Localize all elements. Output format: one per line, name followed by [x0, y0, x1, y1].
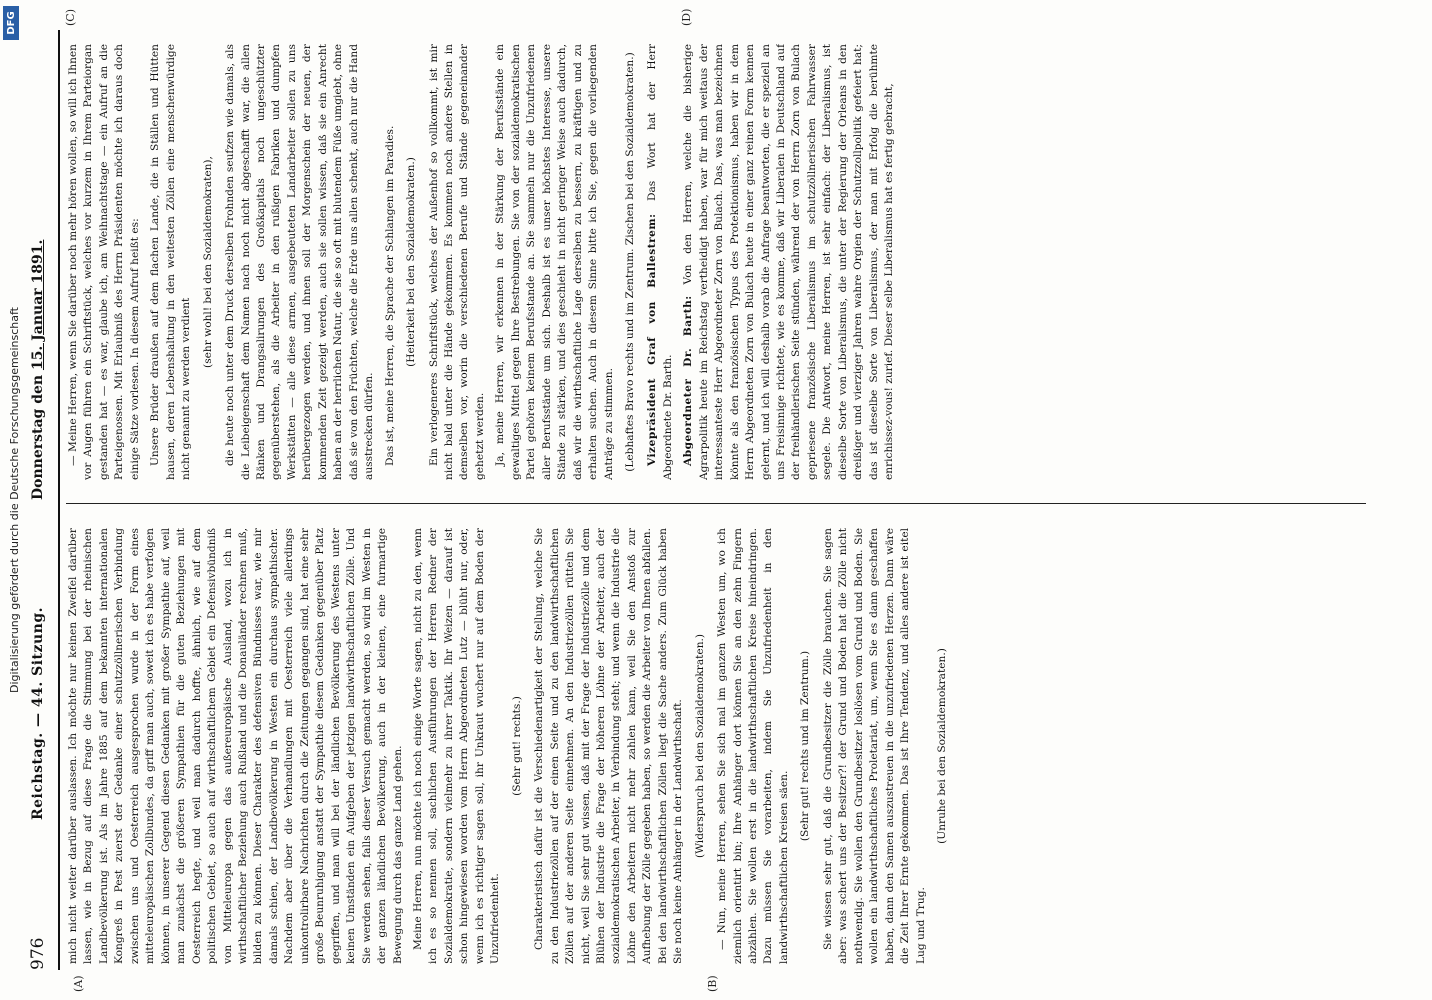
session-title: Reichstag. — 44. Sitzung. [30, 607, 46, 820]
paragraph: Das ist, meine Herren, die Sprache der Schlangen im Paradies. [383, 125, 396, 466]
speech-intro [645, 44, 676, 480]
paragraph: Sie wissen sehr gut, daß die Grundbesitzer die Zölle brauchen. Sie sagen aber: was schert uns der Besitzer?! der Grund und Boden hat die Zölle nicht nothwendig. Sie wollen den Grundbesitzer loslösen vom Grund und Boden. Sie wollen ein landwirthschaftliches Proletariat, um, wenn Sie es dann geschaffen haben, dann den Samen auszustreuen in die unzufriedenen Herzen. Dann wäre die Zeit Ihrer Ernte gekommen. Das ist Ihre Tendenz, und alles andere ist eitel Lug und Trug. [821, 528, 927, 964]
header-rule [58, 30, 60, 970]
right-column [66, 44, 1376, 480]
interjection: (Lebhaftes Bravo rechts und im Zentrum. Zischen bei den Sozialdemokraten.) [623, 52, 636, 472]
interjection: (Widerspruch bei den Sozialdemokraten.) [693, 633, 706, 859]
margin-marker-c: (C) [64, 9, 77, 26]
speech [681, 44, 897, 480]
dfg-logo [3, 6, 19, 40]
column-divider [66, 503, 1366, 504]
left-column [66, 528, 1376, 964]
paragraph: — Meine Herren, wenn Sie darüber noch mehr hören wollen, so will ich Ihnen vor Augen führen ein Schriftstück, welches vor kurzem in Ihrem Parteiorgan gestanden hat — es war, glaube ich, am Weihnachtstage — ein Aufruf an die Parteigenossen. Mit Erlaubniß des Herrn Präsidenten möchte ich daraus doch einige Sätze vorlesen. In diesem Aufruf heißt es: [67, 44, 141, 480]
quote: Unsere Brüder draußen auf dem flachen Lande, die in Ställen und Hütten hausen, deren Lebenshaltung in den weitesten Zöllen eine menschenwürdige nicht genannt zu werden verdient [149, 44, 193, 480]
paragraph: Ja, meine Herren, wir erkennen in der Stärkung der Berufsstände ein gewaltiges Mittel gegen Ihre Bestrebungen. Sie von der sozialdemokratischen Partei gehören keinem Berufsstande an. Sie sammeln nur die Unzufriedenen aller Berufsstände um sich. Deshalb ist es unser höchstes Interesse, unsere Stände zu stärken, und dies geschieht in nicht geringer Weise auch dadurch, daß wir die wirthschaftliche Lage derselben zu bessern, zu kräftigen und zu erhalten suchen. Auch in diesem Sinne bitte ich Sie, gegen die vorliegenden Anträge zu stimmen. [494, 44, 615, 480]
funding-note-text: Digitalisierung gefördert durch die Deutsche Forschungsgemeinschaft [7, 307, 21, 693]
interjection: (Unruhe bei den Sozialdemokraten.) [936, 648, 949, 844]
session-date [30, 240, 46, 500]
quote: die heute noch unter dem Druck derselben Frohnden seufzen wie damals, als die Leibeigenschaft dem Namen nach noch nicht abgeschafft war, die allen Ränken und Drangsalirungen des Großkapitals noch ungeschützter gegenüberstehen, als die Arbeiter in den rußigen Fabriken und dumpfen Werkstätten — alle diese armen, ausgebeuteten Landarbeiter sollen zu uns herübergezogen werden, und ihnen soll der Morgenschein der neuen, der kommenden Zeit gezeigt werden, auch sie sollen wissen, daß sie ein Anrecht haben an der herrlichen Natur, die sie so oft mit blutendem Füße umgiebt, ohne daß sie von den Früchten, welche die Erde uns allen schenkt, auch nur die Hand ausstrecken dürfen. [224, 44, 376, 480]
paragraph: Charakteristisch dafür ist die Verschiedenartigkeit der Stellung, welche Sie zu den Industriezöllen auf der einen Seite und zu den landwirthschaftlichen Zöllen auf der anderen Seite einnehmen. An den Industriezöllen rütteln Sie nicht, weil Sie sehr gut wissen, daß mit der Frage der Industriezölle und dem Blühen der Industrie die Frage der höheren Löhne der Arbeiter, auch der sozialdemokratischen Arbeiter, in Verbindung steht; und wenn die Industrie die Löhne den Arbeitern nicht mehr zahlen kann, weil Sie den Anstoß zur Aufhebung der Zölle gegeben haben, so werden die Arbeiter von Ihnen abfallen. Bei den landwirthschaftlichen Zöllen liegt die Sache anders. Zum Glück haben Sie noch keine Anhänger in der Landwirthschaft. [533, 528, 685, 964]
interjection: (Sehr gut! rechts und im Zentrum.) [799, 650, 812, 842]
speech-text: Von den Herren, welche die bisherige Agrarpolitik heute im Reichstag vertheidigt haben, war für mich weitaus der interessanteste Herr Abgeordneter Zorn von Bulach. Das, was man bezeichnen könnte als den französischen Typus des Protektionismus, haben wir in dem Herrn Abgeordneten Zorn von Bulach heute in einer ganz reinen Form kennen gelernt, und ich will deshalb vorab die Anfrage beantworten, die er speziell an uns Freisinnige richtete, wie es komme, daß wir Liberalen in Deutschland auf der freihändlerischen Seite stünden, während der von Herrn Zorn von Bulach gepriesene französische Liberalismus im schutzzöllnerischen Fahrwasser segele. Die Antwort, meine Herren, ist sehr einfach: der Liberalismus, ist dieselbe Sorte von Liberalismus, die unter der Regierung der Orleans in den dreißiger und vierziger Jahren wahre Orgien der Schutzzollpolitik gefeiert hat; das ist dieselbe Sorte von Liberalismus, der man mit Erfolg die berühmte enrichissez-vous! zurief. Dieser selbe Liberalismus hat es fertig gebracht, [682, 44, 896, 480]
date-prefix: Donnerstag den [30, 374, 46, 500]
paragraph: — Nun, meine Herren, sehen Sie sich mal im ganzen Westen um, wo ich ziemlich orientirt bin; Ihre Anhänger dort können Sie an den zehn Fingern abzählen. Sie wollen erst in die landwirthschaftlichen Kreise hineindringen. Dazu müssen Sie vorarbeiten, indem Sie Unzufriedenheit in den landwirthschaftlichen Kreisen säen. [716, 528, 790, 964]
speech-text: Das Wort hat der Herr Abgeordnete Dr. Barth. [646, 44, 674, 480]
dfg-logo-text: DFG [5, 11, 17, 35]
margin-marker-a: (A) [72, 975, 85, 992]
date-underlined: 15. Januar 1891. [30, 239, 46, 371]
interjection: (sehr wohl! bei den Sozialdemokraten), [201, 156, 214, 368]
interjection: (Sehr gut! rechts.) [510, 696, 523, 796]
page-header [24, 30, 54, 970]
speaker-name: Abgeordneter Dr. Barth: [682, 295, 695, 466]
interjection: (Heiterkeit bei den Sozialdemokraten.) [405, 157, 418, 367]
page-number: 976 [28, 937, 48, 970]
paragraph: Ein verlogeneres Schriftstück, welches der Außenhof so vollkommt, ist mir nicht bald unter die Hände gekommen. Es kommen noch andere Stellen in demselben vor, worin die verschiedenen Berufe und Stände gegeneinander gehetzt werden. [427, 44, 486, 480]
paragraph: mich nicht weiter darüber auslassen. Ich möchte nur keinen Zweifel darüber lassen, wie in Bezug auf diese Frage die Stimmung bei der rheinischen Landbevölkerung ist. Als im Jahre 1885 auf dem bekannten internationalen Kongreß in Pest zuerst der Gedanke einer schutzzöllnerischen Verbindung zwischen uns und Oesterreich ausgesprochen wurde in der Form eines mitteleuropäischen Zollbundes, da griff man auch, soweit ich es habe verfolgen können, in unserer Gegend diesen Gedanken mit großer Sympathie auf, weil man zunächst die größeren Sympathien für die guten Beziehungen mit Oesterreich hegte, und weil man dadurch hoffte, ähnlich, wie auf dem politischen Gebiet, so auch auf wirthschaftlichem Gebiet ein Defensivbündniß von Mitteleuropa gegen das außereuropäische Ausland, wozu ich in wirthschaftlicher Beziehung auch Rußland und die Donauländer rechnen muß, bilden zu können. Dieser Charakter des defensiven Bündnisses war, wie mir damals schien, der Landbevölkerung in Westen ein durchaus sympathischer. Nachdem aber über die Verhandlungen mit Oesterreich viele allerdings unkontrolirbare Nachrichten durch die Zeitungen gegangen sind, hat eine sehr große Beunruhigung anstatt der Sympathie diesem Gedanken gegenüber Platz gegriffen, und man will bei der ländlichen Bevölkerung des Westens unter keinen Umständen ein Aufgeben der jetzigen landwirthschaftlichen Zölle. Und Sie werden sehen, falls dieser Versuch gemacht werden, so wird im Westen in der ganzen ländlichen Bevölkerung, auch in der kleinen, eine furmartige Bewegung durch das ganze Land gehen. [67, 528, 404, 964]
speaker-name: Vizepräsident Graf von Ballestrem: [646, 213, 659, 466]
paragraph: Meine Herren, nun möchte ich noch einige Worte sagen, nicht zu den, wenn ich es so nennen soll, sachlichen Ausführungen der Herren Redner der Sozialdemokratie, sondern vielmehr zu ihrer Taktik. Ihr Weizen — darauf ist schon hingewiesen worden vom Herrn Abgeordneten Lutz — blüht nur, oder, wenn ich es richtiger sagen soll, ihr Unkraut wuchert nur auf dem Boden der Unzufriedenheit. [411, 528, 502, 964]
margin-marker-d: (D) [680, 8, 693, 26]
margin-marker-b: (B) [706, 975, 719, 992]
